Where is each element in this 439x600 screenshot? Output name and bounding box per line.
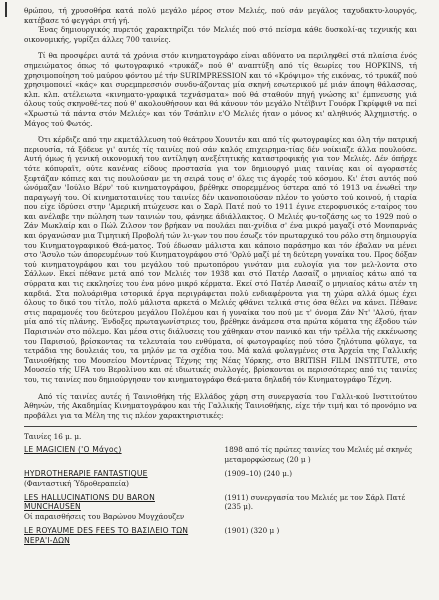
films-section-label: Ταινίες 16 μ. μ. (24, 432, 82, 442)
paragraph-5: Από τίς ταινίες αυτές ή Ταινιοθήκη τής Ελλάδος χάρη στη συνεργασία του Γαλλι-κού Ινστιτούτου Άθηνών, τής Ακαδημίας Κινηματογράφου και τής Γαλλικής Ταινιοθήκης, είχε τήν τιμή και τό προνόμιο να προβάλει για τα Μέλη της τις πλέον χαρακτηριστικές: (24, 391, 417, 420)
film-row (24, 526, 417, 550)
film-row (24, 493, 417, 526)
film-row (24, 445, 417, 469)
film-subtitle: Οί παραισθήσεις του Βαρώνου Μυγχάουζεν (24, 511, 185, 521)
film-title: LE ROYAUME DES FEES ΤΟ ΒΑΣΙΛΕΙΟ ΤΩΝ ΝΕΡΑ'Ι-ΔΩΝ (24, 526, 189, 545)
film-description: (1909–10) (240 μ.) (224, 469, 292, 479)
film-description: (1911) συνεργασία του Μελιές με τον Σάρλ Πατέ (235 μ). (224, 492, 406, 512)
film-subtitle: (Φανταστική Ύδροθεραπεία) (24, 478, 129, 488)
film-description: (1901) (320 μ ) (224, 526, 280, 536)
film-row (24, 469, 417, 493)
paragraph-4: Ότι κέρδιζε από την εκμετάλλευση τού θεάτρου Χουντέν και από τίς φωτογραφίες και όλη τήν πατρική περιουσία, τά ξόδευε γι' αυτές τίς ταινίες πού σάν καλός επιχειρημα-τίας δέν νοίκιαζε άλλα πουλούσε. Αυτή όμως ή γενική οικονομική του αντίληψη ανεξέτητικής καταστροφικής για τον Μελιές. Δέν όπήρχε τότε κόπυραϊτ, ούτε κανένας είδους προστασία για τον δημιουργό μιας ταινίας και οί αγοραστές ξεφτάζαν κόπιες και τις πουλούσαν με τη σειρά τους σ' όλες τις άγορές τού κόσμου. Κι' έτσι αυτός πού ώνόμαζαν 'Ιούλιο Βέρν' τού κινηματογράφου, βρέθηκε σπορεμμένος ύστερα από τό 1913 να ένωθεί την παραγωγή του. Οί κινηματοταινίες του ταινίες δέν ικανοποιούσαν πλέον το γούστο τού κοινού, ή ιταρία που είχε ίδρύσει στην 'Αμερική πτώχευσε και ο Σαρλ Πατέ πού το 1911 έγινε ετεροφυσικός ε-ταίρος του και ανέλαβε την πώληση των ταινιών του, φάνηκε άδιάλλακτος. Ο Μελιές φυ-τοζάσης ως το 1929 πού ο Ζάν Μωκλαίρ και ο Πώλ Ζιλσον τον βρήκαν να πουλάει παι-χνίδια σ' ένα μικρό μαγαζί στό Μονπαρνάς και όργανώσαν μια Τιμητική Προβολή τών λι-γων του που έσωζε τόν πρωταρχικό του ρόλο στη δημιουργία του Κινηματογραφικού Θεά-ματος. Τού έδωσαν μάλιστα και κάποιο παράσημο και τόν έβαλαν να μένει στο 'Άσυλο τών άπορευμένων τού Κινηματογράφου στό 'Ορλύ μαζί μέ τη δεύτερη γυναίκα του. Προς δόξαν τού κινηματογράφου και του μεγάλου τού πρωτοπόρου γινόταν μια ευλογία για τον μελ-λοντα στο Σάλλων. Εκεί πέθανε μετά από τον Μελιές τον 1938 και στό Πατέρ Λασαίζ ο μηνιαίος κάτω από τα σύρρατα και τις εκκλησίες του ένα μόνο μικρό κέρματα. Εκεί στό Πατέρ Λασαίζ ο μηνιαίος κάτω ατέν τη καρδιά. Στα πολυάριθμα ιστορικά έργα περιγράφεται πολύ ενδιαφέροντα για τη χώρα αλλά όμως έχει όλους το δικό του τίτλο, πολύ μάλιστα αρκετά ο Μελιές φθάνει τελικά στις όσα θέλει να κάνει. Πέθανε στις παραμονές του δεύτερου μεγάλου Πολέμου και ή γυναίκα του πού με τ' όνομα Ζάν Ντ' 'Αλσύ, ήταν μία από τίς πλάνης. Ένδοξες πρωταγωνίστριες του, βρέθηκε άνάμεσα στα πρώτα κόματα της έξοδου τών Παρισινών στο πόλεμο. Και μέσα στις διάλυσεις του χάθηκαν στον πανικό και τήν τρέλλα τής εκκένωσης του Παρισιού, βρίσκοντας τα τελευταία του ενθύματα, οί φωτογραφίες πού τόσο ζηλότυπα φύλαγε, τα τετράδια της δουλειάς του, τα μηλόν με τα σχέδια του. Μά καλά φυλαγμένες στα Άρχεία της Γαλλικής Ταινιοθήκης του Μουσείου Μοντέρνας Τέχνης της Νέας Υόρκης, στο BRITISH FILM INSTITUTE, στο Μουσείο τής UFA του Βερολίνου και σέ ιδιωτικές συλλογές, βρίσκονται οι περισσότερες από τις ταινίες του, τις ταινίες που δημιούργησαν τον κινηματογράφο Θεά-ματα δηλαδή τόν Κινηματογράφο Τέχνη. (24, 135, 417, 384)
film-title: LE MAGICIEN ('Ο Μάγος) (24, 445, 122, 455)
films-table (24, 445, 417, 550)
margin-mark (5, 2, 7, 17)
film-title: LES HALLUCINATIONS DU BARON MUNCHAUSEN (24, 492, 155, 512)
film-description: 1898 από τίς πρώτες ταινίες του Μελιές μέ σκηνές μεταμορφώσεως (20 μ ) (224, 445, 413, 464)
paragraph-3: Τί θα προσφέρει αυτά τά χρόνια στόν κινηματογράφο είναι αδύνατο να περιληφθεί στά πλαίσια ένός σημειώματος όπως τό φωτογραφικό «τρυκάζ» πού θ' αναπτύξη από τίς θεωρίες του HOPKINS, τή χρησιμοποίηση τού μαύρου φόντου μέ τήν SURIMPRESSION και τό «Κρόψιμο» τής εικόνας, τό τρυκάζ πού χρησιμοποιεί «κάς» και συρεμπρεσσιόν συνδυ-άζοντας μία σκηνή εσωτερικού μέ μιάν άποψη θάλασσας, κλπ. κλπ. ατέλειωτα «κινηματο-γραφικά τεχνάσματα» πού θά σταθούν πηγή γνώσης κι' έμπνευσης γιά όλους τούς σκηνοθέ-τες πού θ' ακολουθήσουν και θά κάνουν τόν μεγάλο Ντέϊβιντ Γουόρκ Γκρίφφιθ να πεί «Χρωστώ τά πάντα στόν Μελιές» και τόν Τσάπλιν ε'Ο Μελιές ήταν ο μόνος κι' αληθινός Άλχημιστής. ο Μάγος τού Φωτός. (24, 51, 417, 128)
film-title: HYDROTHERAPIE FANTASTIQUE (24, 469, 148, 479)
paragraph-1: θρώπου, τή χρυσοθήρα κατά πολύ μεγάλο μέρος στον Μελιές, πού σάν μεγάλος ταχυδακτυ-λουργός, κατέβασε τό φεγγάρι στή γή. (24, 6, 417, 25)
section-divider (24, 426, 417, 427)
paragraph-2: Ένας δημιουργικός πυρετός χαρακτηρίζει τόν Μελιές πού στό πείσμα κάθε δυσκολί-ας τεχνικής και οικονομικής, γυρίζει άλλες 700 ταινίες. (24, 25, 417, 44)
